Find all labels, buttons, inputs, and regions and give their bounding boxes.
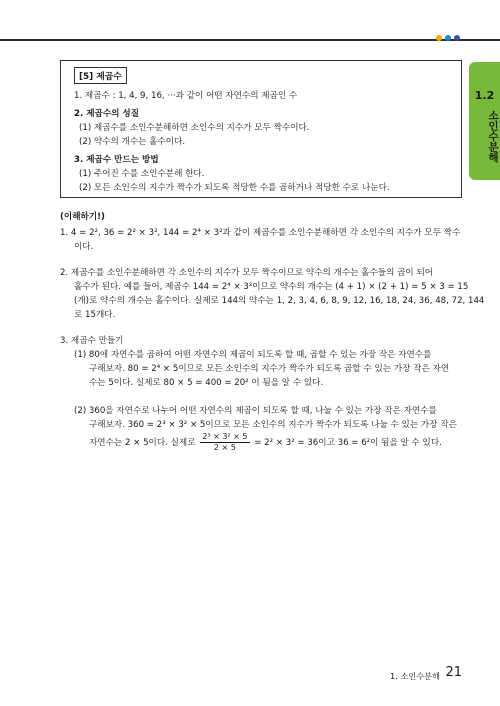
example-2-line-1: (2) 360을 자연수로 나누어 어떤 자연수의 제곱이 되도록 할 때, 나눌 수 있는 가장 작은 자연수를 <box>74 406 437 416</box>
example-1-line-3: 수는 5이다. 실제로 80 × 5 = 400 = 20² 이 됨을 알 수 있다. <box>89 378 324 388</box>
paragraph-2-line-4: 로 15개다. <box>74 310 116 320</box>
chapter-title: 소인수분해 <box>487 110 499 163</box>
blue-dot-icon <box>445 35 451 41</box>
summary-box <box>60 60 462 198</box>
definition-line: 1. 제곱수 : 1, 4, 9, 16, ···과 같이 어떤 자연수의 제곱인 수 <box>74 91 298 101</box>
fraction-numerator: 2³ × 3² × 5 <box>202 432 248 441</box>
property-1: (1) 제곱수를 소인수분해하면 소인수의 지수가 모두 짝수이다. <box>79 123 310 133</box>
method-heading: 3. 제곱수 만드는 방법 <box>74 155 159 165</box>
paragraph-2-line-2: 홀수가 된다. 예를 들어, 제곱수 144 = 2⁴ × 3²이므로 약수의 개수는 (4 + 1) × (2 + 1) = 5 × 3 = 15 <box>74 282 469 292</box>
header-dots <box>436 35 460 41</box>
navy-dot-icon <box>454 35 460 41</box>
property-2: (2) 약수의 개수는 홀수이다. <box>79 137 186 147</box>
example-1-line-1: (1) 80에 자연수를 곱하여 어떤 자연수의 제곱이 되도록 할 때, 곱할 수 있는 가장 작은 자연수를 <box>74 350 432 360</box>
understand-heading: (이해하기!) <box>60 212 105 222</box>
orange-dot-icon <box>436 35 442 41</box>
paragraph-2-line-1: 2. 제곱수를 소인수분해하면 각 소인수의 지수가 모두 짝수이므로 약수의 개수는 홀수들의 곱이 되어 <box>60 268 434 278</box>
example-1-line-2: 구해보자. 80 = 2⁴ × 5이므로 모든 소인수의 지수가 짝수가 되도록 곱할 수 있는 가장 작은 자연 <box>89 364 450 374</box>
paragraph-2-line-3: (개)로 약수의 개수는 홀수이다. 실제로 144의 약수는 1, 2, 3, 4, 6, 8, 9, 12, 16, 18, 24, 36, 48, 72, 144 <box>74 296 485 306</box>
example-2-pre: 자연수는 2 × 5이다. 실제로 <box>89 438 196 448</box>
paragraph-1-cont: 이다. <box>74 242 94 252</box>
method-2: (2) 모든 소인수의 지수가 짝수가 되도록 적당한 수를 곱하거나 적당한 수로 나눈다. <box>79 183 390 193</box>
fraction <box>200 432 249 453</box>
paragraph-1: 1. 4 = 2², 36 = 2² × 3², 144 = 2⁴ × 3²과 같이 제곱수를 소인수분해하면 각 소인수의 지수가 모두 짝수 <box>60 228 461 238</box>
method-1: (1) 주어진 수를 소인수분해 한다. <box>79 169 205 179</box>
example-2-post: = 2² × 3² = 36이고 36 = 6²이 됨을 알 수 있다. <box>254 438 442 448</box>
example-2-line-3 <box>89 432 442 453</box>
property-heading: 2. 제곱수의 성질 <box>74 109 140 119</box>
footer-section: 1. 소인수분해 <box>390 671 440 681</box>
fraction-denominator: 2 × 5 <box>213 443 236 452</box>
header-rule <box>0 39 500 41</box>
box-title: [5] 제곱수 <box>74 67 127 84</box>
chapter-number: 1.2 <box>474 89 495 102</box>
example-2-line-2: 구해보자. 360 = 2³ × 3² × 5이므로 모든 소인수의 지수가 짝수가 되도록 나눌 수 있는 가장 작은 <box>89 420 457 430</box>
chapter-side-tab <box>469 62 500 180</box>
page-number: 21 <box>445 665 462 680</box>
paragraph-3-heading: 3. 제곱수 만들기 <box>60 336 124 346</box>
